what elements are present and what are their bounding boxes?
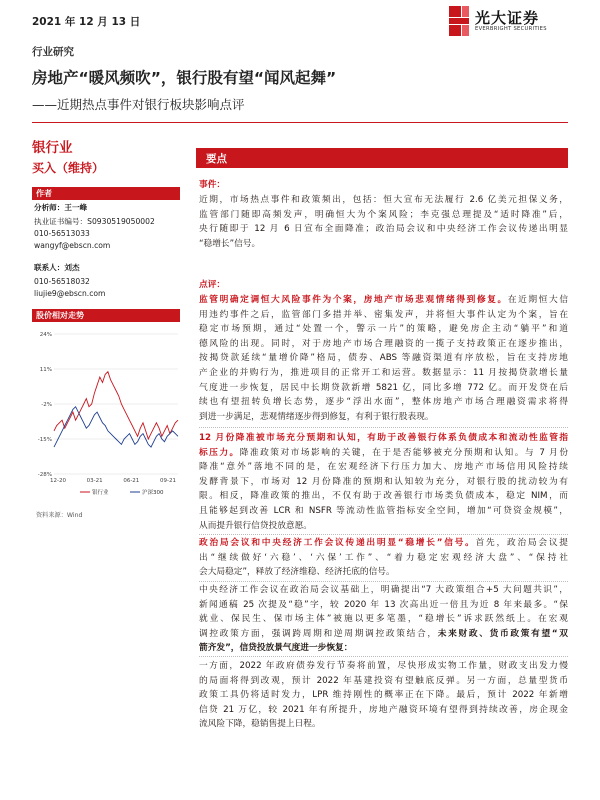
body-text: 降准“意外”落地不同的是，在宏观经济下行压力加大、房地产市场信用风险持续 xyxy=(199,462,568,473)
body-text: 且能够起到改善 LCR 和 NSFR 等流动性监管指标安全空间，增加“可贷资金规模”， xyxy=(199,505,568,516)
body-text: 发酵背景下，市场对 12 月份降准的预期和认知较为充分，对银行股的扰动较为有 xyxy=(199,476,568,487)
everbright-logo-icon xyxy=(447,6,471,36)
text-line: 央行随即于 12 月 6 日宣布全面降准；政治局会议和中央经济工作会议传递出明显 xyxy=(199,224,568,235)
text-line xyxy=(199,598,568,613)
text-line xyxy=(199,410,568,425)
y-tick-label: -2% xyxy=(41,402,52,408)
body-text: 箭齐发”，信贷投放景气度进一步恢复： xyxy=(199,643,353,654)
relative-performance-chart xyxy=(32,324,182,504)
text-line xyxy=(199,337,568,352)
text-line xyxy=(199,460,568,475)
text-line xyxy=(199,366,568,381)
highlight-text: 监管明确定调恒大风险事件为个案，房地产市场悲观情绪得到修复。 xyxy=(199,295,508,305)
body-text: 调控政策方面，强调跨周期和逆周期调控政策结合， xyxy=(199,628,438,639)
paragraph-rrr-cut xyxy=(199,431,568,533)
divider xyxy=(199,534,568,535)
y-tick-label: -28% xyxy=(37,472,52,478)
report-title: 房地产“暖风频吹”，银行股有望“闻风起舞” xyxy=(32,69,337,87)
divider xyxy=(199,581,568,582)
text-line xyxy=(199,536,568,551)
body-text: 按揭贷款延续“量增价降”格局，债券、ABS 等融资渠道有序放松，旨在支持房地 xyxy=(199,353,568,364)
body-text: 用违约事件之后，监管部门多措并举、密集发声，并将恒大事件认定为个案，旨在 xyxy=(199,309,568,320)
body-text: 新闻通稿 25 次提及“稳”字，较 2020 年 13 次高出近一倍且为近 8 年来最多。“保 xyxy=(199,599,568,610)
text-line xyxy=(199,293,568,308)
analyst-email[interactable]: wangyf@ebscn.com xyxy=(34,241,111,250)
text-line xyxy=(199,381,568,396)
text-line: 一方面，2022 年政府债券发行节奏将前置，尽快形成实物工作量，财政支出发力慢 xyxy=(199,661,568,671)
text-line xyxy=(199,475,568,490)
event-paragraph xyxy=(199,193,568,251)
analyst-phone: 010-56513033 xyxy=(34,229,90,238)
divider xyxy=(199,656,568,657)
highlight-text: 12 月份降准被市场充分预期和认知，有助于改善银行体系负债成本和流动性监管指 xyxy=(199,433,568,443)
paragraph-outlook xyxy=(199,659,568,732)
contact-name: 联系人：刘杰 xyxy=(34,263,80,272)
key-points-title: 要点 xyxy=(206,153,227,165)
x-tick-label: 12-20 xyxy=(50,478,66,484)
body-text: 产企业的并购行为，推进项目的正常开工和运营。数据显示：11 月按揭贷款增长量 xyxy=(199,367,568,378)
report-section: 行业研究 xyxy=(32,46,74,58)
body-text: 续也有望扭转负增长态势，逐步“浮出水面”，整体房地产市场合理融资需求将得 xyxy=(199,397,568,408)
paragraph-regulation xyxy=(199,293,568,424)
paragraph-economic-conference xyxy=(199,583,568,656)
text-line xyxy=(199,308,568,323)
text-line: 的局面将得到改观，预计 2022 年基建投资有望触底反弹。另一方面，总量型货币 xyxy=(199,675,568,686)
industry-label: 银行业 xyxy=(32,140,73,156)
x-tick-label: 09-21 xyxy=(160,478,176,484)
text-line xyxy=(199,519,568,534)
analyst-name: 分析师：王一峰 xyxy=(34,203,88,212)
paragraph-politburo xyxy=(199,536,568,580)
text-line: 近期，市场热点事件和政策频出，包括：恒大宣布无法履行 2.6 亿美元担保义务， xyxy=(199,195,568,205)
body-text: 稳定市场预期，通过“处置一个，警示一片”的策略，避免房企主动“躺平”和道 xyxy=(199,324,568,335)
text-line xyxy=(199,504,568,519)
logo-english-name: EVERBRIGHT SECURITIES xyxy=(475,26,547,32)
body-text: 到进一步满足，悲观情绪逐步得到修复，有利于银行股表现。 xyxy=(199,411,434,422)
contact-phone: 010-56518032 xyxy=(34,277,90,286)
series-line-bank xyxy=(54,372,178,439)
title-divider xyxy=(32,122,568,123)
chart-source: 资料来源：Wind xyxy=(36,512,83,519)
text-line xyxy=(199,612,568,627)
rating-label: 买入（维持） xyxy=(32,161,105,175)
y-tick-label: 24% xyxy=(39,332,52,338)
chart-heading: 股价相对走势 xyxy=(32,309,180,322)
text-line: 信贷 21 万亿，较 2021 年有所提升，房地产融资环境有望得到持续改善，房企现金 xyxy=(199,704,568,715)
body-text: 气度进一步恢复，居民中长期贷款新增 5821 亿，同比多增 772 亿。而开发贷在后 xyxy=(199,382,568,393)
y-tick-label: -15% xyxy=(37,437,52,443)
body-text: 降准政策对市场影响的关键，在于是否能够被充分预期和认知。与 7 月份 xyxy=(239,447,568,458)
text-line xyxy=(199,565,568,580)
text-line xyxy=(199,322,568,337)
text-line xyxy=(199,583,568,598)
logo-chinese-name: 光大证券 xyxy=(475,9,540,27)
body-text: 德风险的出现。同时，对于房地产市场合理融资的一揽子支持政策正在逐步推出， xyxy=(199,338,568,349)
report-subtitle: ——近期热点事件对银行板块影响点评 xyxy=(32,97,245,112)
text-line xyxy=(199,395,568,410)
text-line xyxy=(199,431,568,446)
everbright-logo xyxy=(447,4,567,40)
key-points-banner xyxy=(196,148,568,168)
analyst-cert: 执业证书编号：S0930519050002 xyxy=(34,217,155,226)
x-tick-label: 03-21 xyxy=(86,478,103,484)
body-text: 首先，政治局会议提 xyxy=(475,538,568,548)
text-line xyxy=(199,627,568,642)
legend-label: 沪深300 xyxy=(142,490,164,496)
highlight-text: 标压力。 xyxy=(199,447,240,458)
x-tick-label: 06-21 xyxy=(123,478,140,484)
authors-heading: 作者 xyxy=(32,187,180,200)
text-line xyxy=(199,641,568,656)
text-line: 流风险下降，稳销售提上日程。 xyxy=(199,719,321,730)
body-text: 会大局稳定”，释放了经济维稳、经济托底的信号。 xyxy=(199,567,395,578)
text-line xyxy=(199,551,568,566)
report-date: 2021 年 12 月 13 日 xyxy=(32,16,141,28)
body-text: 在近期恒大信 xyxy=(507,295,568,305)
text-line xyxy=(199,351,568,366)
y-tick-label: 11% xyxy=(39,367,52,373)
body-text: 出“继续做好‘六稳’、‘六保’工作”、“着力稳定宏观经济大盘”、“保持社 xyxy=(199,552,568,563)
text-line xyxy=(199,446,568,461)
event-label: 事件： xyxy=(199,180,226,190)
body-text: 就业、保民生、保市场主体”被施以更多笔墨，“稳增长”诉求跃然纸上。在宏观 xyxy=(199,614,568,625)
body-text: 中央经济工作会议在政治局会议基础上，明确提出“7 大政策组合+5 大问题共识”， xyxy=(199,585,568,595)
contact-email[interactable]: liujie9@ebscn.com xyxy=(34,289,106,298)
body-text: 从而提升银行信贷投放意愿。 xyxy=(199,520,312,531)
body-text: 限。相反，降准政策的推出，不仅有助于改善银行市场类负债成本，稳定 NIM，而 xyxy=(199,491,568,502)
text-line: 政策工具仍将适时发力，LPR 维持刚性的概率正在下降。最后，预计 2022 年新增 xyxy=(199,690,568,701)
bold-text: 未来财政、货币政策有望“双 xyxy=(437,628,568,639)
text-line: “稳增长”信号。 xyxy=(199,238,261,249)
comment-label: 点评： xyxy=(199,280,226,290)
text-line xyxy=(199,489,568,504)
divider xyxy=(199,427,568,428)
highlight-text: 政治局会议和中央经济工作会议传递出明显“稳增长”信号。 xyxy=(199,538,476,548)
text-line: 监管部门随即高频发声，明确恒大为个案风险；李克强总理提及“适时降准”后， xyxy=(199,209,568,220)
legend-label: 银行业 xyxy=(92,490,109,496)
